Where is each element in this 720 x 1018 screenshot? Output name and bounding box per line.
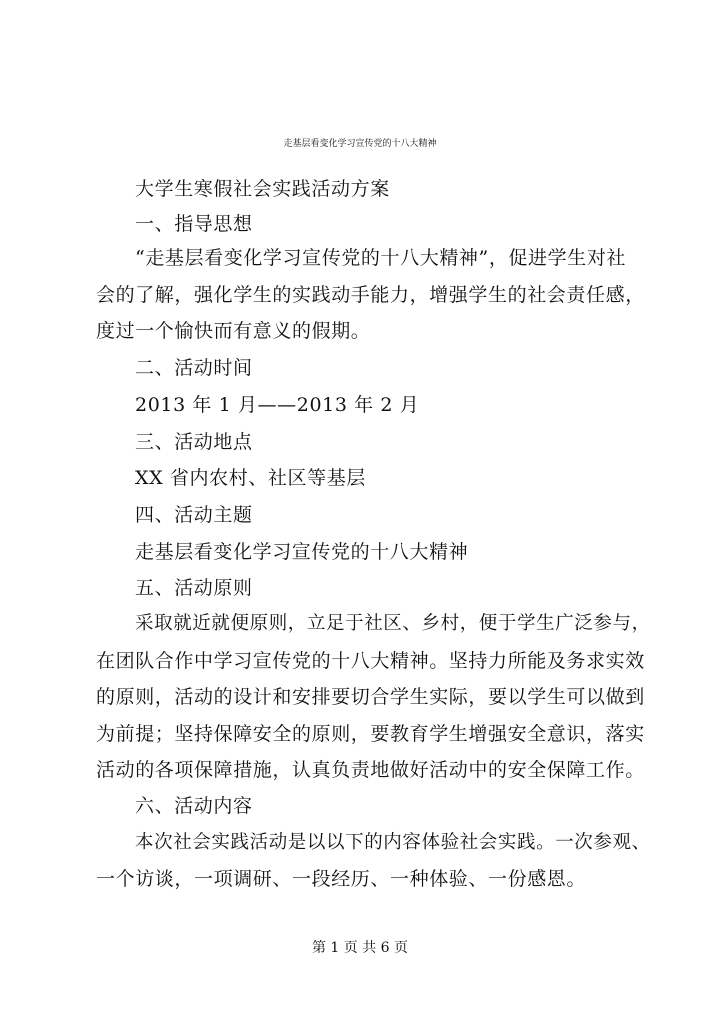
document-subtitle: 大学生寒假社会实践活动方案 — [135, 178, 390, 200]
paragraph-line: 活动的各项保障措施，认真负责地做好活动中的安全保障工作。 — [96, 759, 645, 781]
paragraph-line: 本次社会实践活动是以以下的内容体验社会实践。一次参观、 — [135, 832, 651, 853]
paragraph-line: 的原则，活动的设计和安排要切合学生实际，要以学生可以做到 — [96, 686, 645, 708]
section-heading-location: 三、活动地点 — [135, 431, 253, 453]
paragraph-line: 为前提；坚持保障安全的原则，要教育学生增强安全意识，落实 — [96, 723, 645, 745]
section-heading-guiding: 一、指导思想 — [135, 213, 253, 235]
section-body-theme: 走基层看变化学习宣传党的十八大精神 — [135, 541, 469, 563]
document-title: 走基层看变化学习宣传党的十八大精神 — [283, 139, 437, 149]
section-heading-principle: 五、活动原则 — [135, 577, 253, 599]
paragraph-line: 一个访谈，一项调研、一段经历、一种体验、一份感恩。 — [96, 868, 587, 890]
paragraph-line: “走基层看变化学习宣传党的十八大精神”，促进学生对社 — [135, 247, 627, 269]
paragraph-line: 会的了解，强化学生的实践动手能力，增强学生的社会责任感， — [96, 284, 645, 306]
paragraph-line: 采取就近就便原则，立足于社区、乡村，便于学生广泛参与， — [135, 613, 651, 634]
section-heading-time: 二、活动时间 — [135, 357, 253, 379]
section-body-location: XX 省内农村、社区等基层 — [135, 467, 366, 489]
paragraph-line: 在团队合作中学习宣传党的十八大精神。坚持力所能及务求实效 — [96, 650, 645, 672]
section-body-time: 2013 年 1 月——2013 年 2 月 — [135, 394, 420, 416]
paragraph-line: 度过一个愉快而有意义的假期。 — [96, 320, 371, 342]
section-heading-theme: 四、活动主题 — [135, 504, 253, 526]
page-number-footer: 第 1 页 共 6 页 — [311, 940, 409, 956]
section-heading-content: 六、活动内容 — [135, 795, 253, 817]
